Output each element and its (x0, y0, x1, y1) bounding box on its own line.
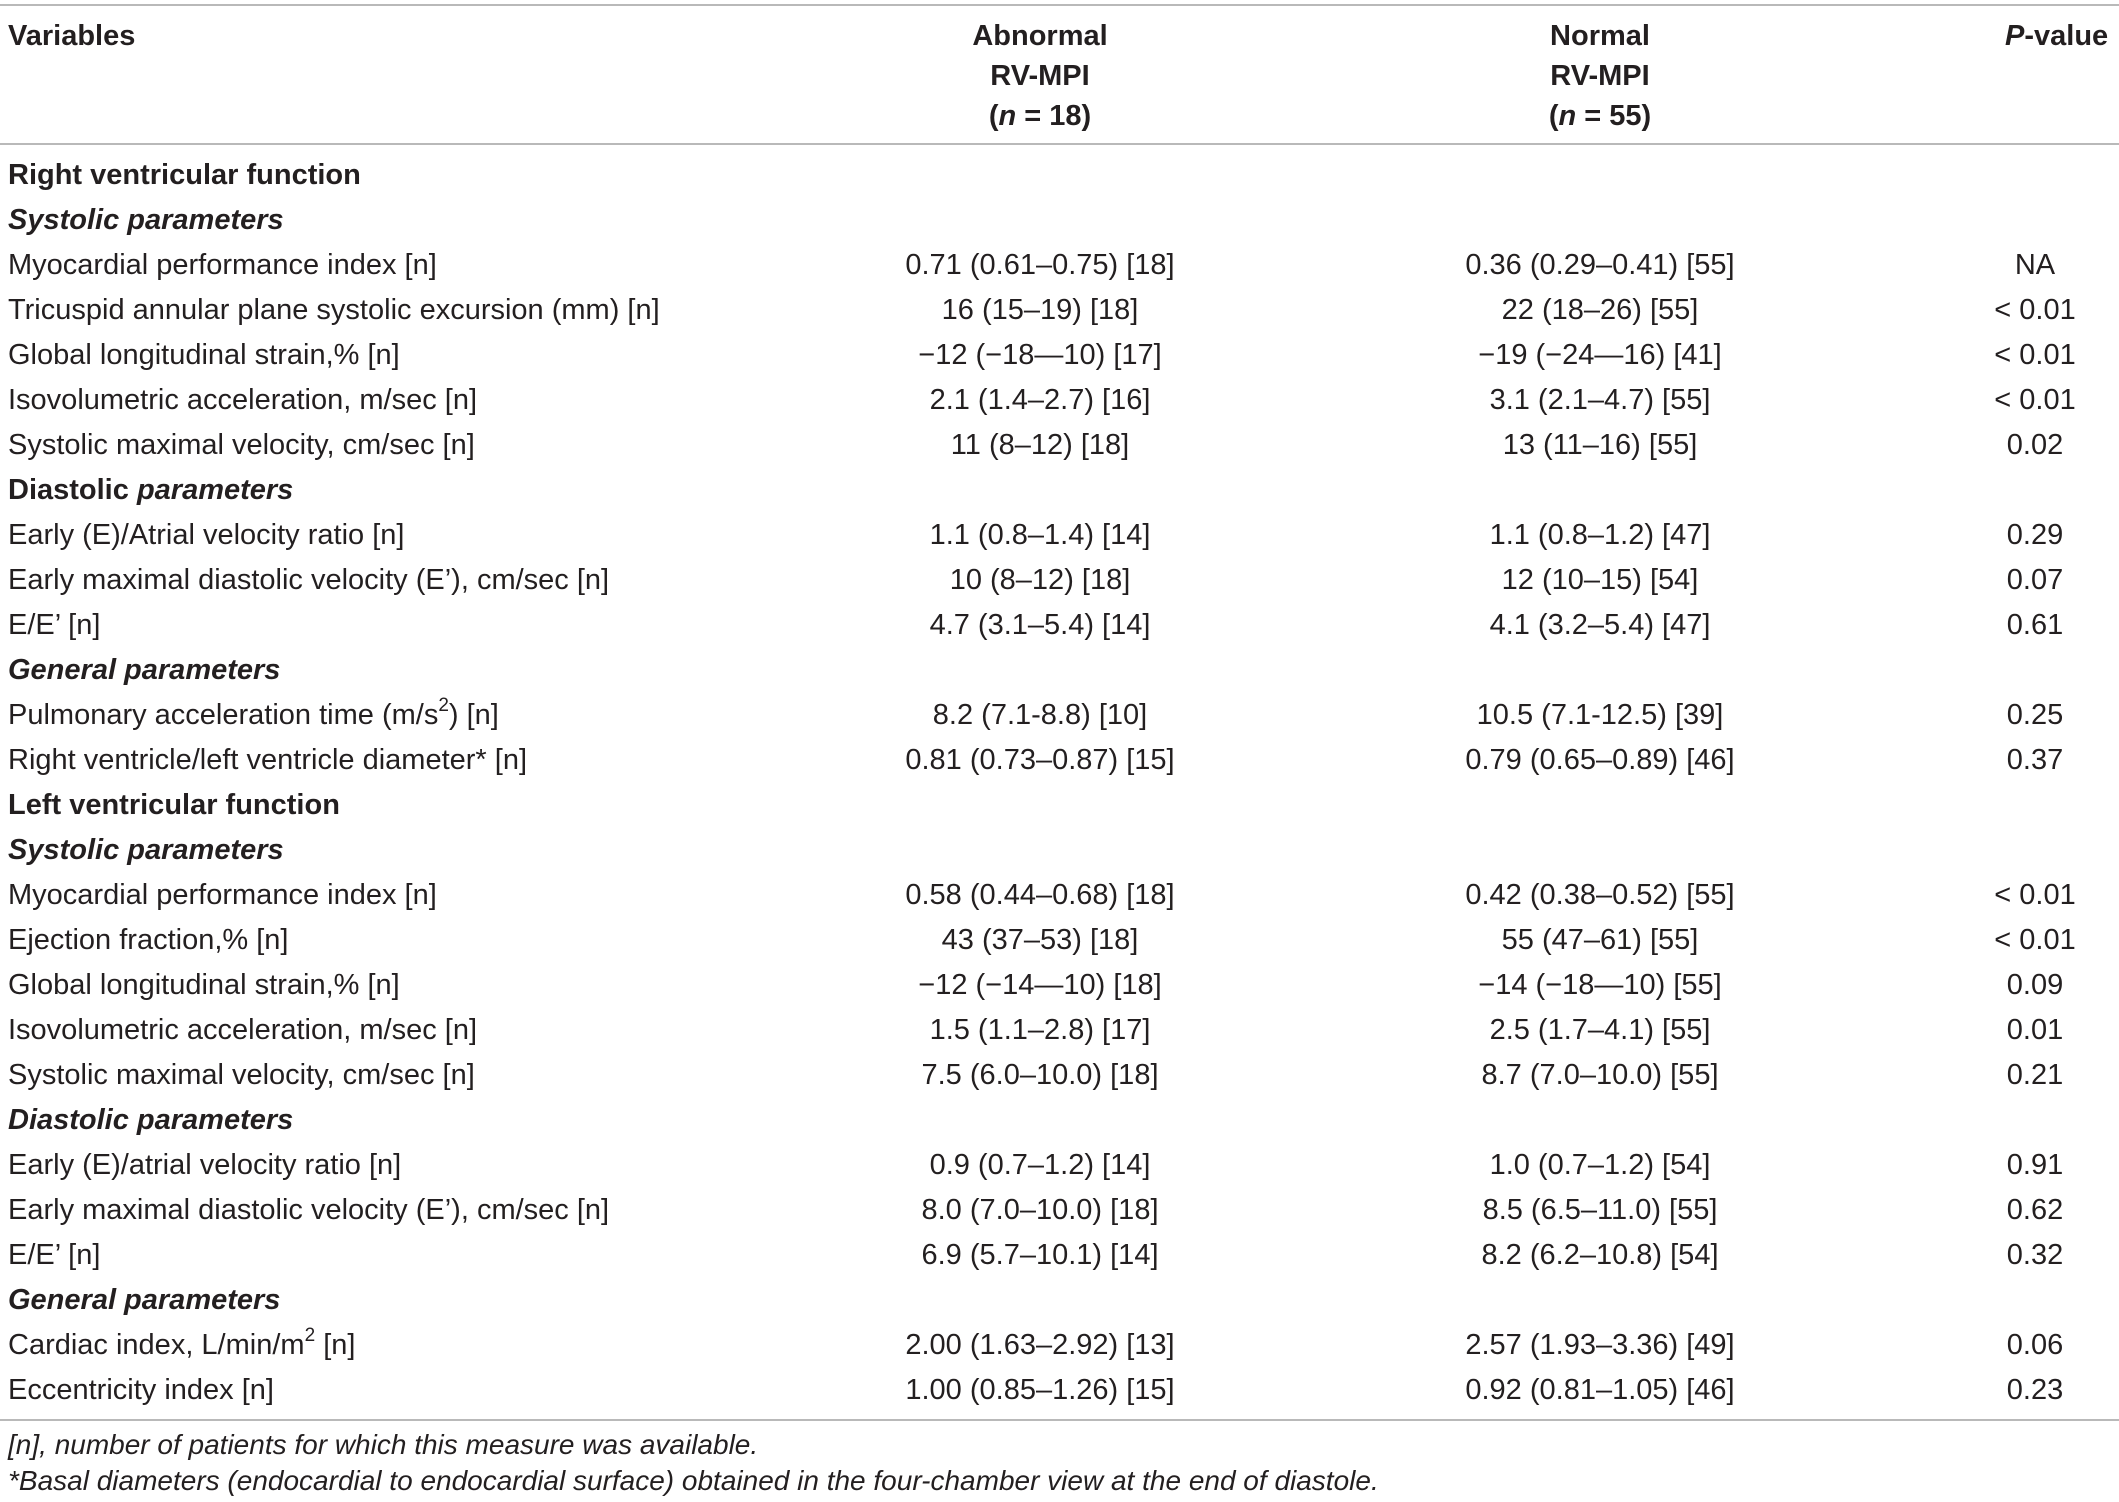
p-value: 0.09 (2006, 969, 2064, 1001)
table-row (0, 1188, 2119, 1233)
footnote-basal: *Basal diameters (endocardial to endocardial surface) obtained in the four-chamber view at the end of diastole. (8, 1465, 1379, 1496)
abnormal-value: 16 (15–19) [18] (941, 294, 1139, 326)
row-label: Systolic maximal velocity, cm/sec [n] (8, 429, 475, 461)
normal-value: 8.7 (7.0–10.0) [55] (1481, 1059, 1719, 1091)
abnormal-value: 8.2 (7.1-8.8) [10] (932, 699, 1148, 731)
normal-value: 0.92 (0.81–1.05) [46] (1465, 1374, 1735, 1406)
row-label: Myocardial performance index [n] (8, 249, 437, 281)
table-row (0, 288, 2119, 333)
row-label: Isovolumetric acceleration, m/sec [n] (8, 1014, 478, 1046)
p-value: 0.91 (2006, 1149, 2064, 1181)
p-value: 0.62 (2006, 1194, 2064, 1226)
normal-value: 3.1 (2.1–4.7) [55] (1489, 384, 1711, 416)
p-value: < 0.01 (1994, 879, 2076, 911)
abnormal-value: 11 (8–12) [18] (950, 429, 1130, 461)
table-row (0, 1323, 2119, 1368)
subsection-label: General parameters (8, 1284, 281, 1316)
table-row (0, 423, 2119, 468)
subsection-label: Diastolic parameters (8, 1104, 294, 1136)
abnormal-value: −12 (−14—10) [18] (918, 969, 1162, 1001)
table-row (0, 1368, 2119, 1413)
p-value: 0.37 (2006, 744, 2064, 776)
abnormal-value: 0.9 (0.7–1.2) [14] (929, 1149, 1151, 1181)
row-label-sup: 2 (304, 1325, 316, 1347)
row-label: Tricuspid annular plane systolic excursion (mm) [n] (8, 294, 660, 326)
normal-value: 2.5 (1.7–4.1) [55] (1489, 1014, 1711, 1046)
normal-value: 0.36 (0.29–0.41) [55] (1465, 249, 1735, 281)
header-rule (0, 143, 2119, 145)
row-label: Right ventricle/left ventricle diameter* [n] (8, 744, 527, 776)
abnormal-value: 2.00 (1.63–2.92) [13] (905, 1329, 1175, 1361)
table-row (0, 873, 2119, 918)
row-label-pre: Cardiac index, L/min/m (8, 1329, 305, 1361)
subsection-heading (0, 1278, 2119, 1323)
normal-value: 8.5 (6.5–11.0) [55] (1482, 1194, 1718, 1226)
abnormal-value: −12 (−18—10) [17] (918, 339, 1162, 371)
normal-value: 4.1 (3.2–5.4) [47] (1489, 609, 1711, 641)
section-heading (0, 153, 2119, 198)
normal-value: 8.2 (6.2–10.8) [54] (1481, 1239, 1719, 1271)
abnormal-value: 10 (8–12) [18] (949, 564, 1131, 596)
header-abnormal-n-rest: = 18) (1016, 100, 1092, 132)
p-value: 0.21 (2006, 1059, 2064, 1091)
top-rule (0, 4, 2119, 6)
row-label-post: ) [n] (448, 699, 499, 731)
header-normal (1350, 16, 1850, 136)
row-label: E/E’ [n] (8, 609, 101, 641)
abnormal-value: 0.71 (0.61–0.75) [18] (905, 249, 1175, 281)
abnormal-value: 1.1 (0.8–1.4) [14] (929, 519, 1151, 551)
table-row (0, 918, 2119, 963)
abnormal-value: 4.7 (3.1–5.4) [14] (929, 609, 1151, 641)
p-value: NA (2014, 249, 2056, 281)
subsection-label (8, 468, 293, 513)
section-label: Left ventricular function (8, 789, 340, 821)
row-label: Ejection fraction,% [n] (8, 924, 289, 956)
p-value: < 0.01 (1994, 924, 2076, 956)
header-abnormal-n-label: n (998, 100, 1017, 132)
p-value: 0.01 (2006, 1014, 2064, 1046)
header-normal-line2: RV-MPI (1550, 60, 1650, 92)
subsection-label-italic: parameters (136, 474, 294, 506)
row-label: Early maximal diastolic velocity (E’), cm/sec [n] (8, 564, 610, 596)
row-label: Early (E)/atrial velocity ratio [n] (8, 1149, 402, 1181)
abnormal-value: 1.5 (1.1–2.8) [17] (929, 1014, 1151, 1046)
table-row (0, 603, 2119, 648)
subsection-heading (0, 468, 2119, 513)
row-label-sup: 2 (438, 695, 449, 717)
header-pvalue-rest: -value (2024, 20, 2109, 52)
header-normal-n-rest: = 55) (1576, 100, 1652, 132)
abnormal-value: 6.9 (5.7–10.1) [14] (921, 1239, 1159, 1271)
normal-value: 0.42 (0.38–0.52) [55] (1465, 879, 1735, 911)
p-value: 0.06 (2006, 1329, 2064, 1361)
table-row (0, 693, 2119, 738)
table-row (0, 243, 2119, 288)
header-pvalue (2005, 16, 2108, 56)
header-abnormal (790, 16, 1290, 136)
table-row (0, 378, 2119, 423)
subsection-heading (0, 648, 2119, 693)
table-row (0, 738, 2119, 783)
footnote-n: [n], number of patients for which this measure was available. (8, 1429, 759, 1460)
abnormal-value: 7.5 (6.0–10.0) [18] (921, 1059, 1159, 1091)
p-value: 0.25 (2006, 699, 2064, 731)
row-label: Global longitudinal strain,% [n] (8, 969, 400, 1001)
abnormal-value: 0.81 (0.73–0.87) [15] (905, 744, 1175, 776)
p-value: < 0.01 (1994, 384, 2076, 416)
header-pvalue-p: P (2005, 20, 2025, 52)
section-label: Right ventricular function (8, 159, 361, 191)
normal-value: 2.57 (1.93–3.36) [49] (1465, 1329, 1735, 1361)
row-label: Eccentricity index [n] (8, 1374, 274, 1406)
abnormal-value: 0.58 (0.44–0.68) [18] (905, 879, 1175, 911)
row-label: E/E’ [n] (8, 1239, 101, 1271)
table-row (0, 513, 2119, 558)
header-normal-n: (n = 55) (1548, 100, 1652, 132)
row-label-pre: Pulmonary acceleration time (m/s (8, 699, 439, 731)
table-row (0, 1233, 2119, 1278)
header-normal-n-label: n (1558, 100, 1577, 132)
p-value: 0.61 (2006, 609, 2064, 641)
row-label: Systolic maximal velocity, cm/sec [n] (8, 1059, 475, 1091)
normal-value: −19 (−24—16) [41] (1478, 339, 1722, 371)
p-value: 0.07 (2006, 564, 2064, 596)
table-row (0, 1053, 2119, 1098)
abnormal-value: 8.0 (7.0–10.0) [18] (921, 1194, 1159, 1226)
normal-value: 1.0 (0.7–1.2) [54] (1489, 1149, 1711, 1181)
p-value: 0.32 (2006, 1239, 2064, 1271)
row-label: Early maximal diastolic velocity (E’), cm/sec [n] (8, 1194, 610, 1226)
header-abnormal-line1: Abnormal (972, 20, 1108, 52)
subsection-heading (0, 828, 2119, 873)
header-normal-line1: Normal (1550, 20, 1650, 52)
table-row (0, 963, 2119, 1008)
row-label: Myocardial performance index [n] (8, 879, 437, 911)
row-label (8, 693, 499, 738)
p-value: < 0.01 (1994, 339, 2076, 371)
table-row (0, 1008, 2119, 1053)
table-row (0, 1143, 2119, 1188)
normal-value: 12 (10–15) [54] (1501, 564, 1699, 596)
subsection-heading (0, 198, 2119, 243)
row-label: Global longitudinal strain,% [n] (8, 339, 400, 371)
normal-value: 10.5 (7.1-12.5) [39] (1476, 699, 1724, 731)
normal-value: 22 (18–26) [55] (1501, 294, 1699, 326)
bottom-rule (0, 1419, 2119, 1421)
subsection-label-plain: Diastolic (8, 474, 137, 506)
normal-value: 1.1 (0.8–1.2) [47] (1489, 519, 1711, 551)
abnormal-value: 2.1 (1.4–2.7) [16] (929, 384, 1151, 416)
header-abnormal-n: (n = 18) (988, 100, 1092, 132)
row-label: Early (E)/Atrial velocity ratio [n] (8, 519, 405, 551)
subsection-label: Systolic parameters (8, 204, 284, 236)
p-value: < 0.01 (1994, 294, 2076, 326)
subsection-heading (0, 1098, 2119, 1143)
normal-value: 0.79 (0.65–0.89) [46] (1465, 744, 1735, 776)
table-row (0, 558, 2119, 603)
p-value: 0.29 (2006, 519, 2064, 551)
table-row (0, 333, 2119, 378)
normal-value: 13 (11–16) [55] (1502, 429, 1698, 461)
subsection-label: Systolic parameters (8, 834, 284, 866)
abnormal-value: 1.00 (0.85–1.26) [15] (905, 1374, 1175, 1406)
abnormal-value: 43 (37–53) [18] (941, 924, 1139, 956)
row-label (8, 1323, 355, 1368)
header-variables: Variables (8, 20, 136, 52)
normal-value: 55 (47–61) [55] (1501, 924, 1699, 956)
p-value: 0.23 (2006, 1374, 2064, 1406)
row-label-post: [n] (315, 1329, 356, 1361)
subsection-label: General parameters (8, 654, 281, 686)
header-abnormal-line2: RV-MPI (990, 60, 1090, 92)
p-value: 0.02 (2006, 429, 2064, 461)
normal-value: −14 (−18—10) [55] (1478, 969, 1722, 1001)
section-heading (0, 783, 2119, 828)
row-label: Isovolumetric acceleration, m/sec [n] (8, 384, 478, 416)
